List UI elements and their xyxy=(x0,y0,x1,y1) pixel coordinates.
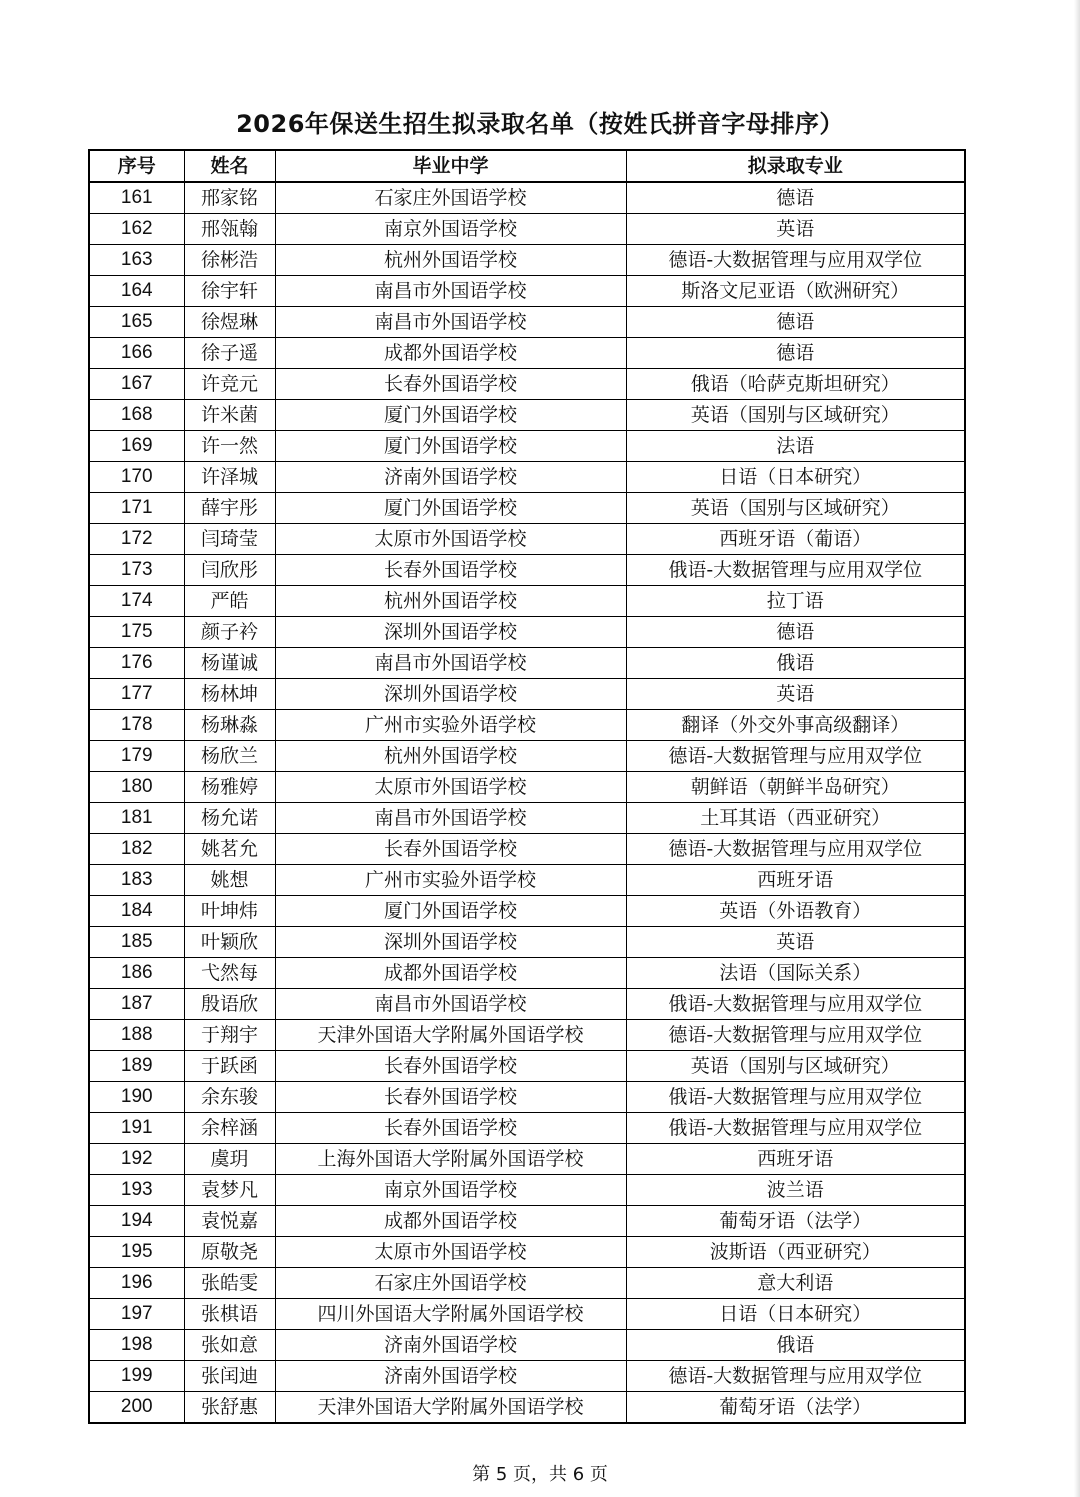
cell-student-name: 张闰迪 xyxy=(184,1361,275,1392)
cell-admitted-major: 日语（日本研究） xyxy=(626,1299,965,1330)
cell-admitted-major: 土耳其语（西亚研究） xyxy=(626,803,965,834)
cell-serial-number: 181 xyxy=(89,803,184,834)
cell-graduated-school: 长春外国语学校 xyxy=(275,834,626,865)
cell-student-name: 张皓雯 xyxy=(184,1268,275,1299)
cell-graduated-school: 广州市实验外语学校 xyxy=(275,865,626,896)
cell-graduated-school: 天津外国语大学附属外国语学校 xyxy=(275,1020,626,1051)
cell-graduated-school: 天津外国语大学附属外国语学校 xyxy=(275,1392,626,1424)
table-row xyxy=(89,741,965,772)
cell-graduated-school: 成都外国语学校 xyxy=(275,1206,626,1237)
table-row xyxy=(89,1299,965,1330)
cell-graduated-school: 杭州外国语学校 xyxy=(275,245,626,276)
cell-serial-number: 165 xyxy=(89,307,184,338)
cell-student-name: 张舒惠 xyxy=(184,1392,275,1424)
cell-student-name: 袁悦嘉 xyxy=(184,1206,275,1237)
table-row xyxy=(89,834,965,865)
header-serial-number: 序号 xyxy=(89,150,184,182)
cell-admitted-major: 德语-大数据管理与应用双学位 xyxy=(626,1020,965,1051)
cell-serial-number: 194 xyxy=(89,1206,184,1237)
table-row xyxy=(89,617,965,648)
cell-serial-number: 183 xyxy=(89,865,184,896)
page-edge-shadow xyxy=(1074,0,1080,1497)
cell-graduated-school: 石家庄外国语学校 xyxy=(275,182,626,214)
table-row xyxy=(89,1268,965,1299)
cell-student-name: 许竞元 xyxy=(184,369,275,400)
cell-admitted-major: 德语 xyxy=(626,338,965,369)
cell-graduated-school: 深圳外国语学校 xyxy=(275,927,626,958)
cell-admitted-major: 英语 xyxy=(626,927,965,958)
cell-admitted-major: 英语 xyxy=(626,214,965,245)
cell-graduated-school: 厦门外国语学校 xyxy=(275,896,626,927)
cell-admitted-major: 拉丁语 xyxy=(626,586,965,617)
cell-admitted-major: 德语 xyxy=(626,617,965,648)
table-row xyxy=(89,493,965,524)
cell-student-name: 叶颖欣 xyxy=(184,927,275,958)
cell-student-name: 徐煜琳 xyxy=(184,307,275,338)
table-row xyxy=(89,400,965,431)
cell-graduated-school: 南京外国语学校 xyxy=(275,214,626,245)
cell-student-name: 于跃函 xyxy=(184,1051,275,1082)
cell-graduated-school: 南昌市外国语学校 xyxy=(275,648,626,679)
cell-student-name: 于翔宇 xyxy=(184,1020,275,1051)
table-row xyxy=(89,1051,965,1082)
cell-admitted-major: 俄语-大数据管理与应用双学位 xyxy=(626,989,965,1020)
cell-student-name: 弋然每 xyxy=(184,958,275,989)
cell-serial-number: 188 xyxy=(89,1020,184,1051)
cell-student-name: 邢瓴翰 xyxy=(184,214,275,245)
cell-student-name: 袁梦凡 xyxy=(184,1175,275,1206)
cell-graduated-school: 长春外国语学校 xyxy=(275,1082,626,1113)
cell-serial-number: 175 xyxy=(89,617,184,648)
cell-graduated-school: 太原市外国语学校 xyxy=(275,524,626,555)
table-row xyxy=(89,1144,965,1175)
cell-serial-number: 189 xyxy=(89,1051,184,1082)
cell-admitted-major: 波兰语 xyxy=(626,1175,965,1206)
cell-student-name: 杨雅婷 xyxy=(184,772,275,803)
cell-serial-number: 191 xyxy=(89,1113,184,1144)
cell-admitted-major: 法语（国际关系） xyxy=(626,958,965,989)
header-name: 姓名 xyxy=(184,150,275,182)
cell-serial-number: 168 xyxy=(89,400,184,431)
cell-student-name: 薛宇彤 xyxy=(184,493,275,524)
cell-graduated-school: 杭州外国语学校 xyxy=(275,741,626,772)
cell-graduated-school: 厦门外国语学校 xyxy=(275,493,626,524)
cell-admitted-major: 英语（国别与区域研究） xyxy=(626,1051,965,1082)
cell-graduated-school: 成都外国语学校 xyxy=(275,958,626,989)
cell-graduated-school: 长春外国语学校 xyxy=(275,369,626,400)
cell-serial-number: 170 xyxy=(89,462,184,493)
cell-admitted-major: 朝鲜语（朝鲜半岛研究） xyxy=(626,772,965,803)
cell-admitted-major: 德语-大数据管理与应用双学位 xyxy=(626,741,965,772)
table-row xyxy=(89,803,965,834)
cell-graduated-school: 长春外国语学校 xyxy=(275,1051,626,1082)
table-row xyxy=(89,927,965,958)
cell-student-name: 严皓 xyxy=(184,586,275,617)
cell-admitted-major: 波斯语（西亚研究） xyxy=(626,1237,965,1268)
cell-graduated-school: 成都外国语学校 xyxy=(275,338,626,369)
cell-serial-number: 200 xyxy=(89,1392,184,1424)
cell-serial-number: 169 xyxy=(89,431,184,462)
cell-student-name: 杨允诺 xyxy=(184,803,275,834)
cell-admitted-major: 翻译（外交外事高级翻译） xyxy=(626,710,965,741)
cell-student-name: 颜子衿 xyxy=(184,617,275,648)
table-row xyxy=(89,524,965,555)
cell-serial-number: 182 xyxy=(89,834,184,865)
cell-serial-number: 195 xyxy=(89,1237,184,1268)
cell-admitted-major: 法语 xyxy=(626,431,965,462)
cell-student-name: 许一然 xyxy=(184,431,275,462)
cell-serial-number: 199 xyxy=(89,1361,184,1392)
cell-admitted-major: 德语 xyxy=(626,182,965,214)
cell-graduated-school: 深圳外国语学校 xyxy=(275,679,626,710)
header-graduated-school: 毕业中学 xyxy=(275,150,626,182)
cell-graduated-school: 南京外国语学校 xyxy=(275,1175,626,1206)
table-row xyxy=(89,710,965,741)
cell-serial-number: 185 xyxy=(89,927,184,958)
admission-list-table xyxy=(88,149,966,1424)
cell-graduated-school: 四川外国语大学附属外国语学校 xyxy=(275,1299,626,1330)
cell-admitted-major: 英语（国别与区域研究） xyxy=(626,400,965,431)
cell-graduated-school: 南昌市外国语学校 xyxy=(275,307,626,338)
cell-admitted-major: 西班牙语 xyxy=(626,865,965,896)
cell-admitted-major: 西班牙语（葡语） xyxy=(626,524,965,555)
cell-admitted-major: 俄语-大数据管理与应用双学位 xyxy=(626,1082,965,1113)
cell-serial-number: 198 xyxy=(89,1330,184,1361)
cell-student-name: 许泽城 xyxy=(184,462,275,493)
cell-student-name: 姚想 xyxy=(184,865,275,896)
cell-graduated-school: 南昌市外国语学校 xyxy=(275,803,626,834)
table-row xyxy=(89,989,965,1020)
cell-graduated-school: 南昌市外国语学校 xyxy=(275,989,626,1020)
cell-graduated-school: 济南外国语学校 xyxy=(275,1330,626,1361)
cell-serial-number: 196 xyxy=(89,1268,184,1299)
table-row xyxy=(89,648,965,679)
table-row xyxy=(89,679,965,710)
cell-admitted-major: 意大利语 xyxy=(626,1268,965,1299)
cell-serial-number: 197 xyxy=(89,1299,184,1330)
table-row xyxy=(89,1113,965,1144)
cell-graduated-school: 济南外国语学校 xyxy=(275,1361,626,1392)
cell-serial-number: 176 xyxy=(89,648,184,679)
cell-admitted-major: 日语（日本研究） xyxy=(626,462,965,493)
cell-serial-number: 173 xyxy=(89,555,184,586)
cell-student-name: 余梓涵 xyxy=(184,1113,275,1144)
cell-graduated-school: 长春外国语学校 xyxy=(275,1113,626,1144)
cell-student-name: 叶坤炜 xyxy=(184,896,275,927)
cell-student-name: 余东骏 xyxy=(184,1082,275,1113)
cell-student-name: 杨谨诚 xyxy=(184,648,275,679)
cell-graduated-school: 长春外国语学校 xyxy=(275,555,626,586)
cell-serial-number: 187 xyxy=(89,989,184,1020)
cell-serial-number: 167 xyxy=(89,369,184,400)
table-row xyxy=(89,431,965,462)
cell-graduated-school: 石家庄外国语学校 xyxy=(275,1268,626,1299)
table-row xyxy=(89,1361,965,1392)
cell-student-name: 徐宇轩 xyxy=(184,276,275,307)
table-row xyxy=(89,865,965,896)
cell-graduated-school: 广州市实验外语学校 xyxy=(275,710,626,741)
table-row xyxy=(89,896,965,927)
cell-student-name: 许米菌 xyxy=(184,400,275,431)
cell-serial-number: 193 xyxy=(89,1175,184,1206)
cell-admitted-major: 俄语-大数据管理与应用双学位 xyxy=(626,1113,965,1144)
cell-serial-number: 171 xyxy=(89,493,184,524)
cell-serial-number: 166 xyxy=(89,338,184,369)
cell-admitted-major: 德语-大数据管理与应用双学位 xyxy=(626,834,965,865)
cell-serial-number: 164 xyxy=(89,276,184,307)
table-header-row xyxy=(89,150,965,182)
table-body xyxy=(89,182,965,1423)
cell-serial-number: 162 xyxy=(89,214,184,245)
cell-admitted-major: 英语（外语教育） xyxy=(626,896,965,927)
header-admitted-major: 拟录取专业 xyxy=(626,150,965,182)
table-row xyxy=(89,958,965,989)
cell-admitted-major: 德语-大数据管理与应用双学位 xyxy=(626,1361,965,1392)
table-row xyxy=(89,1392,965,1424)
cell-serial-number: 186 xyxy=(89,958,184,989)
cell-admitted-major: 英语（国别与区域研究） xyxy=(626,493,965,524)
cell-admitted-major: 俄语 xyxy=(626,1330,965,1361)
cell-graduated-school: 厦门外国语学校 xyxy=(275,431,626,462)
table-row xyxy=(89,586,965,617)
table-row xyxy=(89,338,965,369)
cell-graduated-school: 深圳外国语学校 xyxy=(275,617,626,648)
table-row xyxy=(89,1206,965,1237)
document-title: 2026年保送生招生拟录取名单（按姓氏拼音字母排序） xyxy=(236,110,844,138)
cell-student-name: 徐彬浩 xyxy=(184,245,275,276)
cell-student-name: 姚茗允 xyxy=(184,834,275,865)
table-row xyxy=(89,462,965,493)
cell-graduated-school: 南昌市外国语学校 xyxy=(275,276,626,307)
table-row xyxy=(89,772,965,803)
cell-admitted-major: 德语 xyxy=(626,307,965,338)
cell-serial-number: 172 xyxy=(89,524,184,555)
cell-serial-number: 178 xyxy=(89,710,184,741)
cell-graduated-school: 上海外国语大学附属外国语学校 xyxy=(275,1144,626,1175)
table-row xyxy=(89,307,965,338)
table-row xyxy=(89,1237,965,1268)
cell-serial-number: 180 xyxy=(89,772,184,803)
cell-graduated-school: 厦门外国语学校 xyxy=(275,400,626,431)
table-row xyxy=(89,369,965,400)
cell-graduated-school: 太原市外国语学校 xyxy=(275,1237,626,1268)
cell-graduated-school: 太原市外国语学校 xyxy=(275,772,626,803)
table-row xyxy=(89,1175,965,1206)
cell-admitted-major: 西班牙语 xyxy=(626,1144,965,1175)
cell-student-name: 闫琦莹 xyxy=(184,524,275,555)
table-row xyxy=(89,245,965,276)
cell-graduated-school: 济南外国语学校 xyxy=(275,462,626,493)
cell-serial-number: 190 xyxy=(89,1082,184,1113)
cell-student-name: 张如意 xyxy=(184,1330,275,1361)
cell-admitted-major: 德语-大数据管理与应用双学位 xyxy=(626,245,965,276)
cell-admitted-major: 英语 xyxy=(626,679,965,710)
cell-student-name: 杨琳淼 xyxy=(184,710,275,741)
table-row xyxy=(89,182,965,214)
cell-student-name: 闫欣彤 xyxy=(184,555,275,586)
cell-serial-number: 184 xyxy=(89,896,184,927)
cell-student-name: 杨林坤 xyxy=(184,679,275,710)
cell-student-name: 殷语欣 xyxy=(184,989,275,1020)
table-row xyxy=(89,214,965,245)
cell-admitted-major: 斯洛文尼亚语（欧洲研究） xyxy=(626,276,965,307)
cell-serial-number: 161 xyxy=(89,182,184,214)
cell-student-name: 张棋语 xyxy=(184,1299,275,1330)
cell-admitted-major: 葡萄牙语（法学） xyxy=(626,1392,965,1424)
cell-student-name: 杨欣兰 xyxy=(184,741,275,772)
cell-student-name: 邢家铭 xyxy=(184,182,275,214)
cell-graduated-school: 杭州外国语学校 xyxy=(275,586,626,617)
table-row xyxy=(89,1020,965,1051)
cell-serial-number: 163 xyxy=(89,245,184,276)
table-row xyxy=(89,555,965,586)
table-row xyxy=(89,276,965,307)
table-row xyxy=(89,1330,965,1361)
cell-admitted-major: 俄语-大数据管理与应用双学位 xyxy=(626,555,965,586)
table-row xyxy=(89,1082,965,1113)
cell-serial-number: 179 xyxy=(89,741,184,772)
cell-admitted-major: 葡萄牙语（法学） xyxy=(626,1206,965,1237)
cell-serial-number: 174 xyxy=(89,586,184,617)
cell-student-name: 原敬尧 xyxy=(184,1237,275,1268)
cell-serial-number: 192 xyxy=(89,1144,184,1175)
cell-serial-number: 177 xyxy=(89,679,184,710)
cell-student-name: 徐子遥 xyxy=(184,338,275,369)
cell-admitted-major: 俄语 xyxy=(626,648,965,679)
cell-admitted-major: 俄语（哈萨克斯坦研究） xyxy=(626,369,965,400)
cell-student-name: 虞玥 xyxy=(184,1144,275,1175)
page-number-footer: 第 5 页，共 6 页 xyxy=(472,1464,608,1485)
